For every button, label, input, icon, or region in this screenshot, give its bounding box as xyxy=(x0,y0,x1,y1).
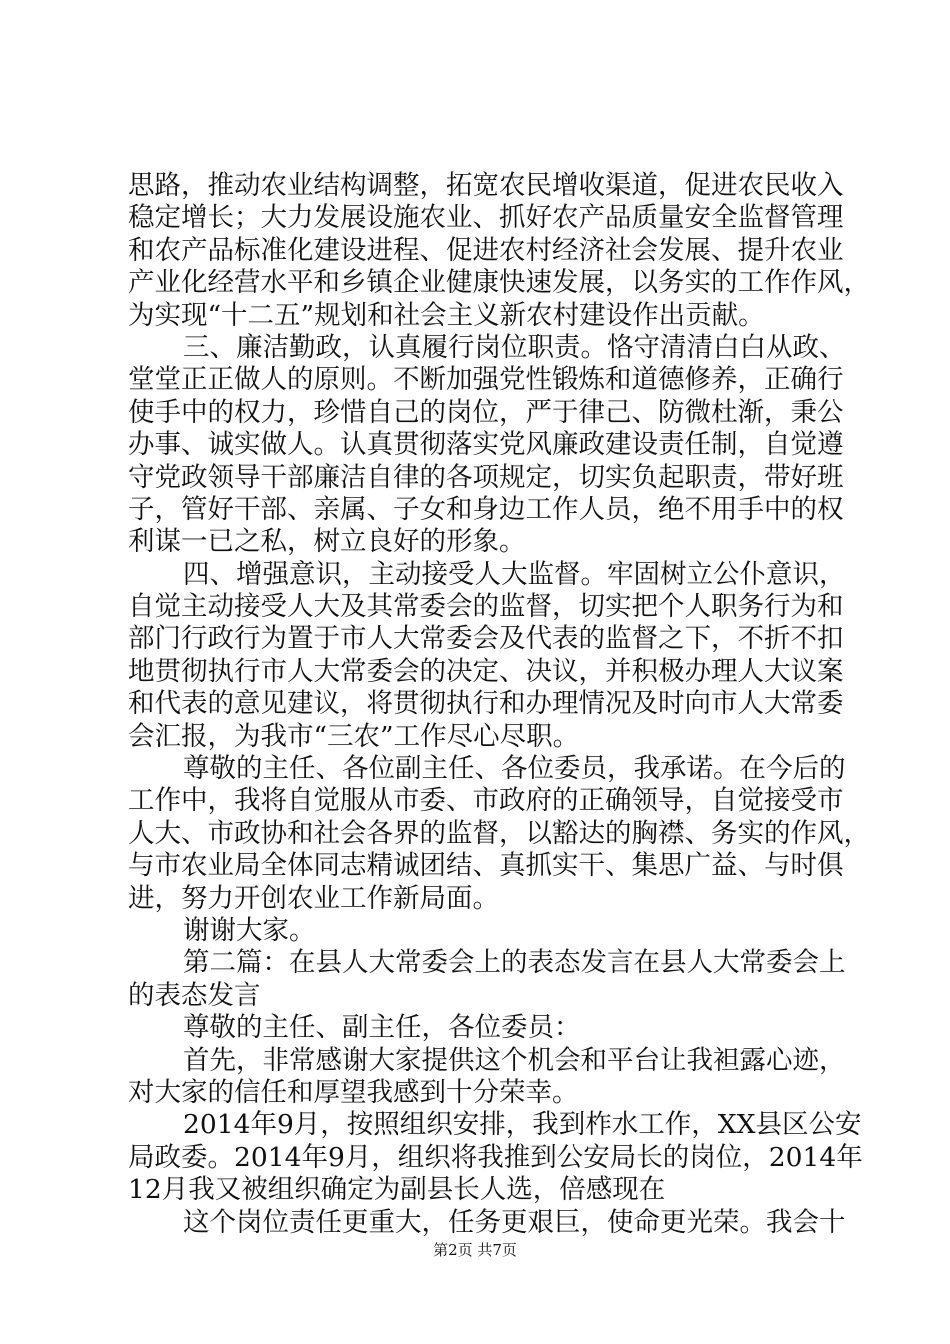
paragraph-start-line: 四、增强意识，主动接受人大监督。牢固树立公仆意识， xyxy=(183,558,846,590)
salutation-line: 尊敬的主任、副主任，各位委员： xyxy=(183,1012,581,1044)
paragraph-start-line: 这个岗位责任更重大，任务更艰巨，使命更光荣。我会十 xyxy=(183,1206,846,1238)
text-line: 为实现“十二五”规划和社会主义新农村建设作出贡献。 xyxy=(128,299,765,331)
text-line: 人大、市政协和社会各界的监督，以豁达的胸襟、务实的作风， xyxy=(128,817,870,849)
text-line: 进，努力开创农业工作新局面。 xyxy=(128,882,499,914)
text-line: 的表态发言 xyxy=(128,979,261,1011)
text-line: 堂堂正正做人的原则。不断加强党性锻炼和道德修养，正确行 xyxy=(128,364,844,396)
text-line: 产业化经营水平和乡镇企业健康快速发展，以务实的工作作风， xyxy=(128,267,870,299)
text-line: 局政委。2014年9月，组织将我推到公安局长的岗位，2014年 xyxy=(128,1141,863,1173)
text-line: 使手中的权力，珍惜自己的岗位，严于律己、防微杜渐，秉公 xyxy=(128,396,844,428)
text-line: 对大家的信任和厚望我感到十分荣幸。 xyxy=(128,1076,579,1108)
paragraph-start-line: 三、廉洁勤政，认真履行岗位职责。恪守清清白白从政、 xyxy=(183,331,846,363)
text-line: 稳定增长；大力发展设施农业、抓好农产品质量安全监督管理 xyxy=(128,202,844,234)
text-line: 守党政领导干部廉洁自律的各项规定，切实负起职责，带好班 xyxy=(128,461,844,493)
paragraph-start-line: 谢谢大家。 xyxy=(183,914,316,946)
paragraph-start-line: 尊敬的主任、各位副主任、各位委员，我承诺。在今后的 xyxy=(183,753,846,785)
text-line: 会汇报，为我市“三农”工作尽心尽职。 xyxy=(128,720,580,752)
paragraph-start-line: 首先，非常感谢大家提供这个机会和平台让我袒露心迹， xyxy=(183,1044,846,1076)
text-line: 工作中，我将自觉服从市委、市政府的正确领导，自觉接受市 xyxy=(128,785,844,817)
text-line: 办事、诚实做人。认真贯彻落实党风廉政建设责任制，自觉遵 xyxy=(128,429,844,461)
text-line: 和代表的意见建议，将贯彻执行和办理情况及时向市人大常委 xyxy=(128,688,844,720)
text-line: 和农产品标准化建设进程、促进农村经济社会发展、提升农业 xyxy=(128,234,844,266)
paragraph-start-line: 2014年9月，按照组织安排，我到柞水工作，XX县区公安 xyxy=(183,1109,862,1141)
text-line: 思路，推动农业结构调整，拓宽农民增收渠道，促进农民收入 xyxy=(128,170,844,201)
text-line: 地贯彻执行市人大常委会的决定、决议，并积极办理人大议案 xyxy=(128,655,844,687)
text-line: 自觉主动接受人大及其常委会的监督，切实把个人职务行为和 xyxy=(128,591,844,623)
text-line: 12月我又被组织确定为副县长人选，倍感现在 xyxy=(128,1174,666,1206)
text-line: 利谋一已之私，树立良好的形象。 xyxy=(128,526,526,558)
text-line: 子，管好干部、亲属、子女和身边工作人员，绝不用手中的权 xyxy=(128,493,844,525)
page-number-footer: 第2页 共7页 xyxy=(433,1241,517,1259)
body-text xyxy=(128,170,870,1239)
text-line: 与市农业局全体同志精诚团结、真抓实干、集思广益、与时俱 xyxy=(128,850,844,882)
section-heading-line: 第二篇：在县人大常委会上的表态发言在县人大常委会上 xyxy=(183,947,846,979)
text-line: 部门行政行为置于市人大常委会及代表的监督之下，不折不扣 xyxy=(128,623,844,655)
